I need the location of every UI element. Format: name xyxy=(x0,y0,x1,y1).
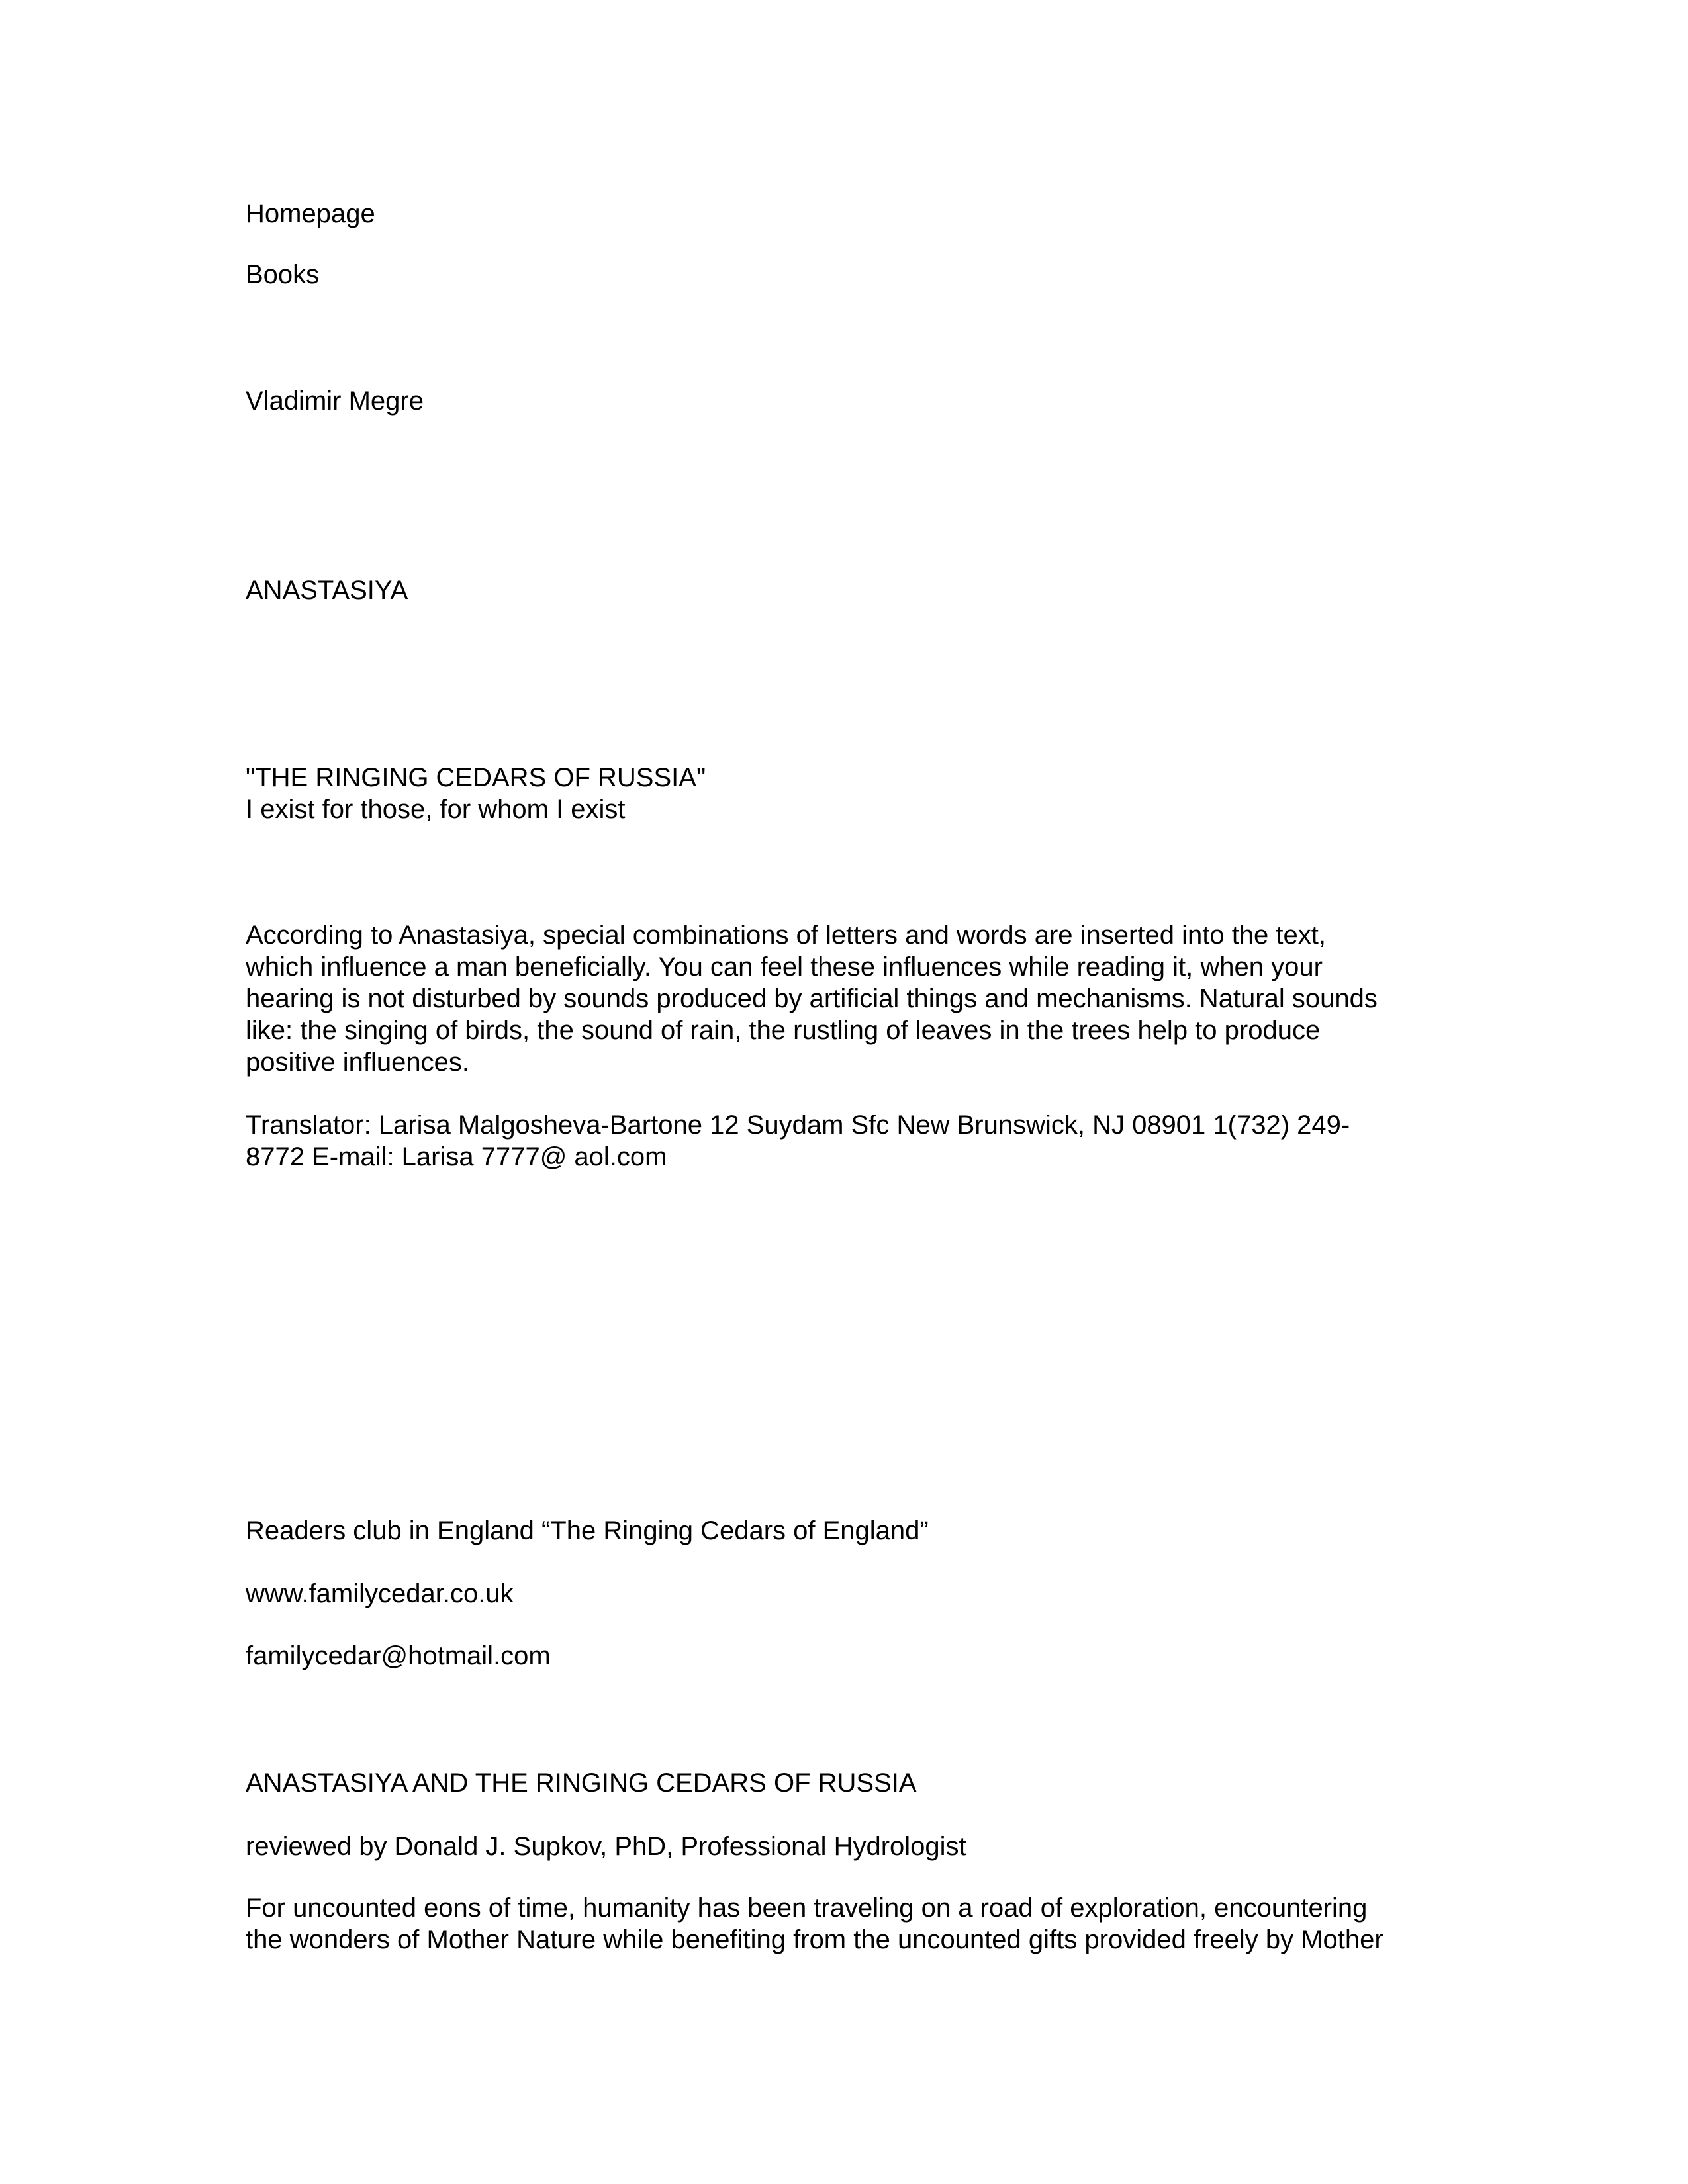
intro-line: positive influences. xyxy=(246,1048,469,1077)
books-link[interactable]: Books xyxy=(246,260,320,289)
translator-line: Translator: Larisa Malgosheva-Bartone 12 Suydam Sfc New Brunswick, NJ 08901 1(732) 249- xyxy=(246,1111,1350,1140)
book-title: ANASTASIYA xyxy=(246,576,408,605)
review-line: For uncounted eons of time, humanity has been traveling on a road of exploration, encountering xyxy=(246,1893,1368,1923)
readers-club-title: Readers club in England “The Ringing Cedars of England” xyxy=(246,1516,929,1545)
translator-info xyxy=(246,1109,1350,1173)
intro-line: which influence a man beneficially. You can feel these influences while reading it, when your xyxy=(246,952,1323,981)
author-name: Vladimir Megre xyxy=(246,387,424,416)
review-byline: reviewed by Donald J. Supkov, PhD, Professional Hydrologist xyxy=(246,1832,966,1861)
review-title: ANASTASIYA AND THE RINGING CEDARS OF RUSSIA xyxy=(246,1768,917,1797)
translator-line: 8772 E-mail: Larisa 7777@ aol.com xyxy=(246,1142,667,1171)
intro-line: hearing is not disturbed by sounds produced by artificial things and mechanisms. Natural sounds xyxy=(246,984,1378,1013)
intro-paragraph xyxy=(246,919,1378,1078)
intro-line: like: the singing of birds, the sound of rain, the rustling of leaves in the trees help to produce xyxy=(246,1016,1321,1045)
readers-club-email-link[interactable]: familycedar@hotmail.com xyxy=(246,1641,551,1670)
series-title: "THE RINGING CEDARS OF RUSSIA" xyxy=(246,763,706,792)
review-line: the wonders of Mother Nature while benefiting from the uncounted gifts provided freely by Mother xyxy=(246,1925,1383,1954)
series-tagline: I exist for those, for whom I exist xyxy=(246,795,626,824)
review-paragraph xyxy=(246,1892,1383,1956)
intro-line: According to Anastasiya, special combinations of letters and words are inserted into the text, xyxy=(246,921,1326,950)
homepage-link[interactable]: Homepage xyxy=(246,199,375,228)
readers-club-website-link[interactable]: www.familycedar.co.uk xyxy=(246,1579,514,1608)
